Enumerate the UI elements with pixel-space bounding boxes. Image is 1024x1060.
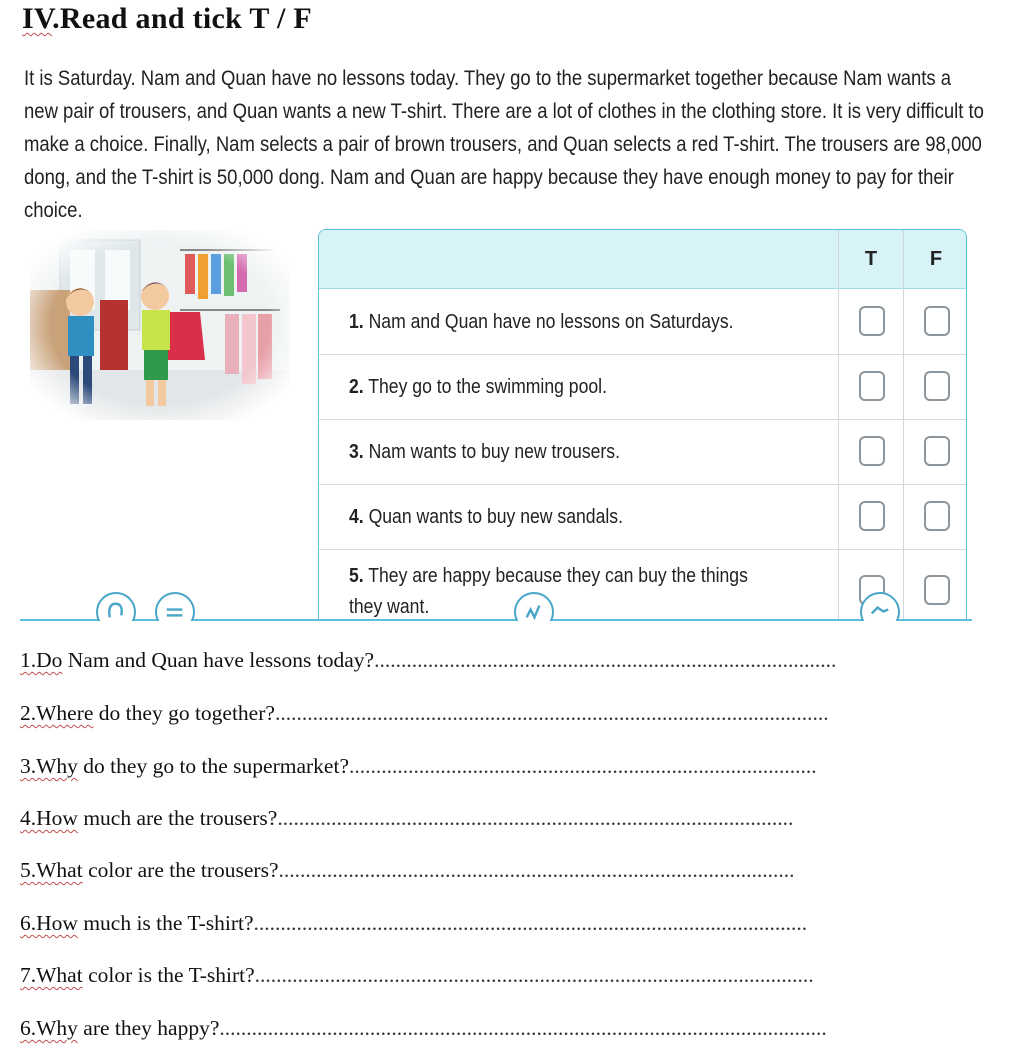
- table-row: [319, 484, 966, 550]
- column-false: F: [929, 248, 943, 270]
- table-row: [319, 289, 966, 355]
- statement: 5. They are happy because they can buy the things they want.: [349, 565, 748, 618]
- false-checkbox[interactable]: [924, 575, 950, 605]
- answer-line[interactable]: ......................................................................................: [374, 648, 837, 672]
- table-header: [319, 230, 966, 289]
- statement: 4. Quan wants to buy new sandals.: [349, 506, 623, 528]
- clothing-store-illustration: [30, 230, 290, 420]
- table-row: [319, 354, 966, 420]
- statement: 2. They go to the swimming pool.: [349, 376, 607, 398]
- statement: 1. Nam and Quan have no lessons on Saturdays.: [349, 311, 734, 333]
- true-false-table: [318, 229, 967, 621]
- false-checkbox[interactable]: [924, 436, 950, 466]
- question-8: 6.Why are they happy?.................................................................................................................: [20, 1016, 827, 1040]
- answer-line[interactable]: .......................................................................................................: [253, 911, 808, 935]
- question-2: 2.Where do they go together?.......................................................................................................: [20, 701, 829, 725]
- question-4: 4.How much are the trousers?................................................................................................: [20, 806, 794, 830]
- question-5: 5.What color are the trousers?................................................................................................: [20, 858, 795, 882]
- answer-line[interactable]: .......................................................................................................: [274, 701, 829, 725]
- question-3: 3.Why do they go to the supermarket?.......................................................................................: [20, 754, 817, 778]
- false-checkbox[interactable]: [924, 501, 950, 531]
- column-true: T: [864, 248, 878, 270]
- title-numeral: IV: [22, 2, 53, 35]
- false-checkbox[interactable]: [924, 306, 950, 336]
- true-checkbox[interactable]: [859, 371, 885, 401]
- true-checkbox[interactable]: [859, 306, 885, 336]
- title-text: .Read and tick T / F: [52, 2, 313, 35]
- true-checkbox[interactable]: [859, 501, 885, 531]
- answer-line[interactable]: ................................................................................................: [278, 858, 795, 882]
- exercise-title: [22, 2, 312, 36]
- statement: 3. Nam wants to buy new trousers.: [349, 441, 620, 463]
- answer-line[interactable]: ................................................................................................: [277, 806, 794, 830]
- reading-passage: It is Saturday. Nam and Quan have no lessons today. They go to the supermarket together because Nam wants a new pair of trousers, and Quan wants a new T-shirt. There are a lot of clothes in the clothing store. It is very difficult to make a choice. Finally, Nam selects a pair of brown trousers, and Quan selects a red T-shirt. The trousers are 98,000 dong, and the T-shirt is 50,000 dong. Nam and Quan are happy because they have enough money to pay for their choice.: [24, 66, 984, 222]
- question-6: 6.How much is the T-shirt?.......................................................................................................: [20, 911, 808, 935]
- true-checkbox[interactable]: [859, 436, 885, 466]
- answer-line[interactable]: .................................................................................................................: [219, 1016, 827, 1040]
- question-1: 1.Do Nam and Quan have lessons today?......................................................................................: [20, 648, 837, 672]
- false-checkbox[interactable]: [924, 371, 950, 401]
- question-7: 7.What color is the T-shirt?........................................................................................................: [20, 963, 814, 987]
- table-row: [319, 419, 966, 485]
- answer-line[interactable]: .......................................................................................: [348, 754, 817, 778]
- answer-line[interactable]: ........................................................................................................: [254, 963, 814, 987]
